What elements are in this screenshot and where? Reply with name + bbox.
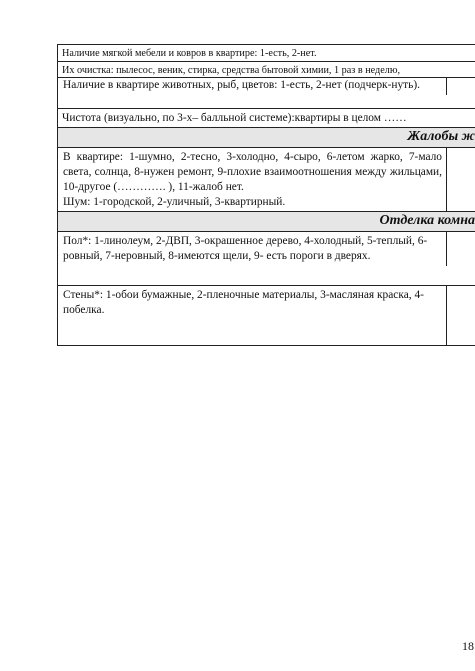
walls-row xyxy=(57,285,475,346)
animals-text: Наличие в квартире животных, рыб, цветов: 1-есть, 2-нет (подчерк-нуть). xyxy=(58,78,447,95)
complaints-row xyxy=(57,147,475,211)
walls-text: Стены*: 1-обои бумажные, 2-пленочные материалы, 3-масляная краска, 4-побелка. xyxy=(58,286,447,345)
page-number: 18 xyxy=(462,639,474,653)
finish-heading: Отделка комна xyxy=(57,211,475,231)
soft-furniture-text: Наличие мягкой мебели и ковров в квартире: 1-есть, 2-нет. xyxy=(62,48,317,59)
floor-row xyxy=(57,231,475,285)
floor-text: Пол*: 1-линолеум, 2-ДВП, 3-окрашенное дерево, 4-холодный, 5-теплый, 6-ровный, 7-неровный, 8-имеются щели, 9- есть пороги в дверях. xyxy=(58,232,447,266)
complaints-text: В квартире: 1-шумно, 2-тесно, 3-холодно, 4-сыро, 6-летом жарко, 7-мало света, солнца, 8-нужен ремонт, 9-плохие взаимоотношения между жильцами, 10-другое (…………. ), 11-жалоб нет. xyxy=(63,151,442,193)
cleaning-text: Их очистка: пылесос, веник, стирка, средства бытовой химии, 1 раз в неделю, xyxy=(62,65,400,76)
soft-furniture-row xyxy=(57,44,475,61)
cleanliness-row xyxy=(57,108,475,127)
complaints-cell xyxy=(58,148,447,212)
noise-text: Шум: 1-городской, 2-уличный, 3-квартирный. xyxy=(63,196,286,208)
complaints-heading: Жалобы ж xyxy=(57,127,475,147)
survey-table xyxy=(57,44,475,346)
cleaning-row xyxy=(57,61,475,77)
cleanliness-text: Чистота (визуально, по 3-х– балльной системе):квартиры в целом …… xyxy=(62,112,407,124)
animals-row xyxy=(57,77,475,108)
